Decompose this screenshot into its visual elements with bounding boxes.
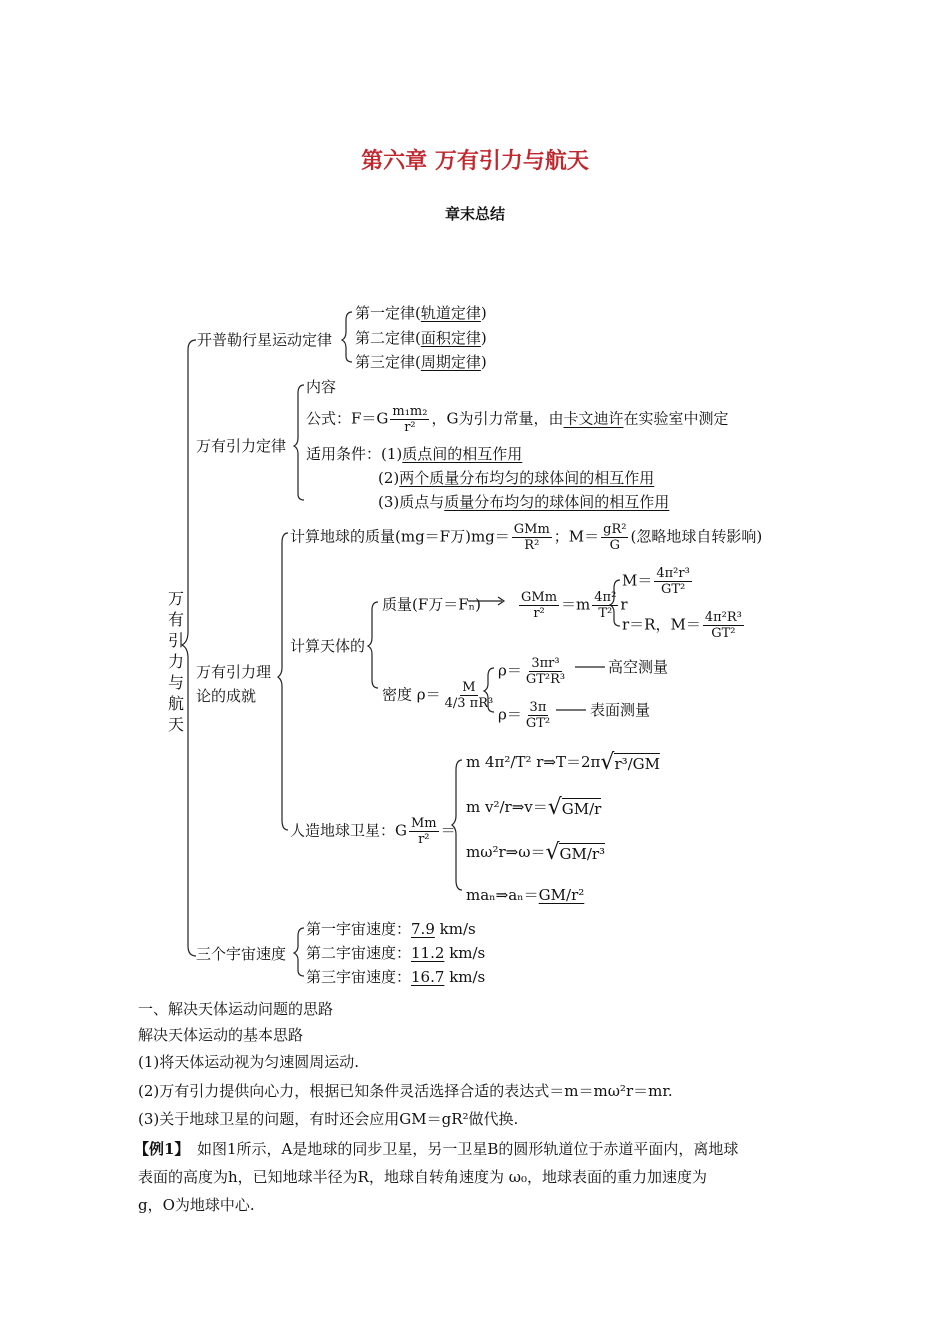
- earth-mass: 计算地球的质量(mg＝F万)mg＝ $\frac{\text{GMm}}{\text{R²}}$ ；M＝ $\frac{\text{gR²}}{G}$ (忽略地球自转影响): [290, 522, 763, 553]
- gravitation-condition-1: 适用条件：(1)质点间的相互作用: [306, 445, 523, 463]
- kepler-law2: 第二定律(面积定律): [355, 329, 487, 347]
- kepler-law3: 第三定律(周期定律): [355, 353, 487, 371]
- kepler-law1: 第一定律(轨道定律): [355, 304, 487, 322]
- satellite-acceleration: maₙ⇒aₙ＝GM/r²: [466, 886, 585, 904]
- mass-M2: r＝R，M＝ $\frac{\text{4π²R³}}{\text{GT²}}$: [622, 610, 742, 641]
- example-line-1: 【例1】 如图1所示，A是地球的同步卫星，另一卫星B的圆形轨道位于赤道平面内，离地球: [134, 1140, 739, 1158]
- kepler-label: 开普勒行星运动定律: [197, 331, 333, 349]
- gravitation-formula: 公式：F＝G $\frac{\text{m₁m₂}}{\text{r²}}$ ，G为引力常量，由卡文迪许在实验室中测定: [306, 404, 729, 435]
- paragraph-line-3: (2)万有引力提供向心力，根据已知条件灵活选择合适的表达式＝m＝mω²r＝mr.: [138, 1082, 673, 1100]
- example-tag: 【例1】: [134, 1140, 182, 1158]
- example-line-2: 表面的高度为h，已知地球半径为R，地球自转角速度为 ω₀，地球表面的重力加速度为: [138, 1168, 707, 1186]
- satellite-omega: mω²r⇒ω＝ √ GM/r³: [466, 840, 606, 865]
- density-surface-note: 表面测量: [590, 701, 651, 719]
- celestial-mass: 质量(F万＝Fₙ) $\frac{\text{GMm}}{\text{r²}}$ ＝m $\frac{\text{4π²}}{\text{T²}}$ r: [382, 590, 628, 621]
- mass-M1: M＝ $\frac{\text{4π²r³}}{\text{GT²}}$: [622, 566, 690, 597]
- density-surface: ρ＝ $\frac{3\pi}{\text{GT²}}$: [498, 700, 551, 731]
- cosmic-v3: 第三宇宙速度：16.7 km/s: [306, 968, 486, 986]
- gravitation-label: 万有引力定律: [196, 437, 287, 455]
- page-title: 第六章 万有引力与航天: [361, 148, 589, 174]
- cosmic-v2: 第二宇宙速度：11.2 km/s: [306, 944, 486, 962]
- gravitation-condition-3: (3)质点与质量分布均匀的球体间的相互作用: [378, 493, 670, 511]
- page-subtitle: 章末总结: [444, 205, 505, 223]
- density-high: ρ＝ $\frac{\text{3πr³}}{\text{GT²R³}}$: [498, 656, 566, 687]
- gravitation-condition-2: (2)两个质量分布均匀的球体间的相互作用: [378, 469, 655, 487]
- gravitation-content: 内容: [306, 378, 337, 396]
- density: 密度 ρ＝ $\frac{M}{\text{4/3 πR³}}$: [382, 680, 494, 711]
- paragraph-line-2: (1)将天体运动视为匀速圆周运动.: [138, 1053, 360, 1071]
- paragraph-line-1: 解决天体运动的基本思路: [138, 1026, 304, 1044]
- achievements-label: 万有引力理 论的成就: [196, 663, 272, 705]
- example-line-3: g，O为地球中心.: [138, 1196, 255, 1214]
- density-high-note: 高空测量: [608, 658, 669, 676]
- satellite-period: m 4π²/T² r⇒T＝2π √ r³/GM: [466, 750, 661, 775]
- satellite: 人造地球卫星：G $\frac{Mm}{\text{r²}}$ ＝: [290, 816, 456, 847]
- satellite-velocity: m v²/r⇒v＝ √ GM/r: [466, 795, 602, 820]
- section-heading: 一、解决天体运动问题的思路: [138, 1000, 334, 1018]
- root-label: 万有引力与航天: [167, 589, 184, 734]
- paragraph-line-4: (3)关于地球卫星的问题，有时还会应用GM＝gR²做代换.: [138, 1110, 519, 1128]
- cosmic-v1: 第一宇宙速度：7.9 km/s: [306, 920, 476, 938]
- cosmic-label: 三个宇宙速度: [196, 945, 287, 963]
- celestial-label: 计算天体的: [290, 637, 366, 655]
